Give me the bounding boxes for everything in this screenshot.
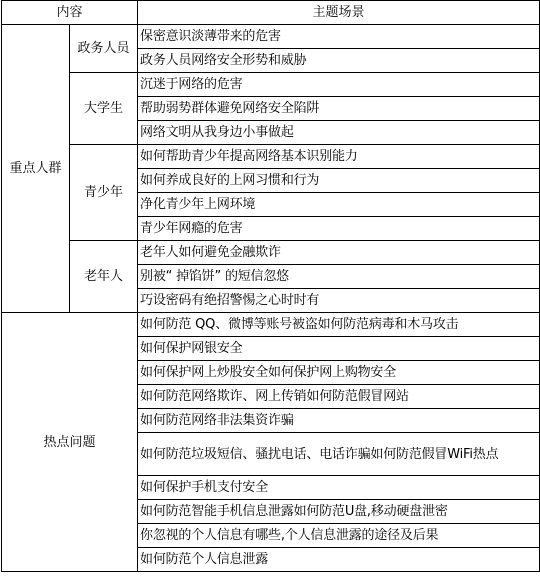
header-theme: 主题场景 [138,1,540,25]
group-elderly: 老年人 [70,241,138,313]
table-row [2,145,540,169]
topic-cell: 政务人员网络安全形势和威胁 [138,49,540,73]
group-teenagers: 青少年 [70,145,138,241]
header-content: 内容 [2,1,138,25]
topic-cell: 沉迷于网络的危害 [138,73,540,97]
topic-cell: 帮助弱势群体避免网络安全陷阱 [138,97,540,121]
topic-cell: 老年人如何避免金融欺诈 [138,241,540,265]
topic-cell: 如何保护网银安全 [138,337,540,361]
topic-cell: 巧设密码有绝招警惕之心时时有 [138,289,540,313]
table-row [2,73,540,97]
topic-cell: 如何防范个人信息泄露 [138,548,540,572]
topic-cell: 如何防范 QQ、微博等账号被盗如何防范病毒和木马攻击 [138,313,540,337]
topic-cell: 如何保护网上炒股安全如何保护网上购物安全 [138,361,540,385]
topic-table [1,0,540,572]
table-row [2,241,540,265]
topic-cell: 如何防范网络非法集资诈骗 [138,409,540,433]
topic-cell: 你忽视的个人信息有哪些,个人信息泄露的途径及后果 [138,524,540,548]
topic-cell: 网络文明从我身边小事做起 [138,121,540,145]
topic-cell: 青少年网瘾的危害 [138,217,540,241]
table-row [2,313,540,337]
topic-cell: 保密意识淡薄带来的危害 [138,25,540,49]
topic-cell: 如何帮助青少年提高网络基本识别能力 [138,145,540,169]
group-college-students: 大学生 [70,73,138,145]
topic-cell: 如何防范垃圾短信、骚扰电话、电话诈骗如何防范假冒WiFi热点 [138,433,540,476]
topic-cell: 净化青少年上网环境 [138,193,540,217]
topic-cell: 如何养成良好的上网习惯和行为 [138,169,540,193]
header-row [2,1,540,25]
topic-cell: 如何防范智能手机信息泄露如何防范U盘,移动硬盘泄密 [138,500,540,524]
topic-cell: 如何防范网络欺诈、网上传销如何防范假冒网站 [138,385,540,409]
topic-cell: 别被“ 掉馅饼” 的短信忽悠 [138,265,540,289]
category-key-groups: 重点人群 [2,25,70,313]
group-government-staff: 政务人员 [70,25,138,73]
category-hot-issues: 热点问题 [2,313,138,572]
topic-cell: 如何保护手机支付安全 [138,476,540,500]
table-row [2,25,540,49]
